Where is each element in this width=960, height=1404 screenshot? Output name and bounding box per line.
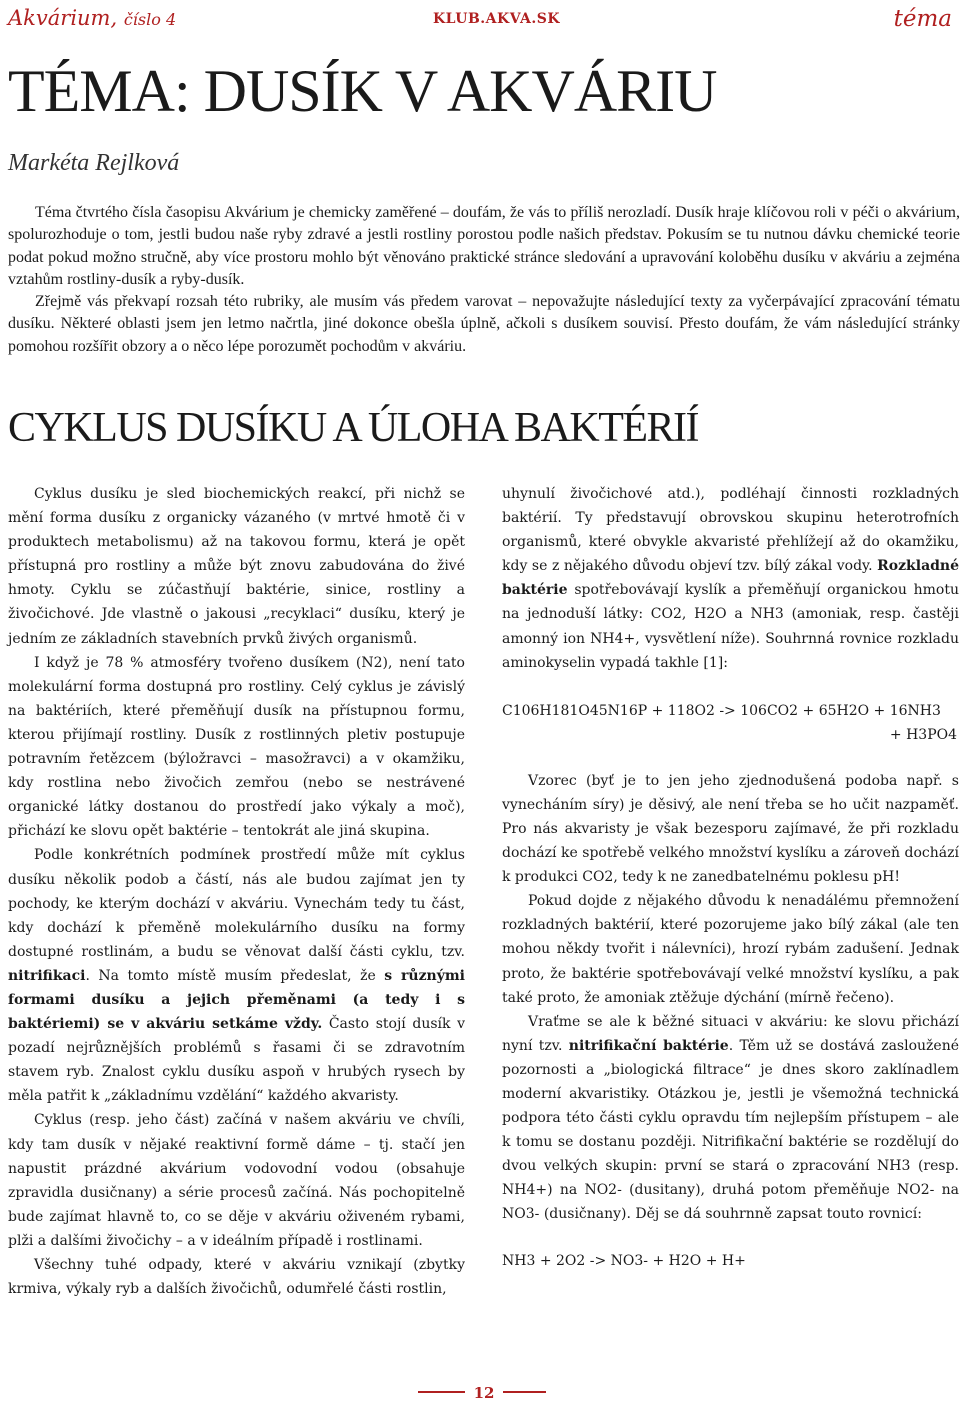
paragraph: Pokud dojde z nějakého důvodu k nenadálému přemnožení rozkladných baktérií, které pozorujeme jako bílý zákal (ale ten mohou někdy tvořit i nálevníci), hrozí rybám zadušení. Jednak proto, že baktérie spotřebovávají velké množství kyslíku, a pak také proto, že amoniak ztěžuje dýchání (mírně řečeno). [502,893,959,1006]
page-header [8,6,952,32]
section-label: téma [893,6,952,32]
issue-number: číslo 4 [123,10,177,29]
equation-line: C106H181O45N16P + 118O2 -> 106CO2 + 65H2O + 16NH3 [502,702,941,719]
site-name: KLUB.AKVA.SK [433,11,560,27]
text-span: . Těm už se dostává zasloužené pozornosti a „biologická filtrace“ je dnes skoro zaklínadlem moderní akvaristiky. Otázkou je, jestli je všemožná technická podpora této části cyklu opravdu tím nejlepším přístupem – ale k tomu se dostanu později. Nitrifikační baktérie se rozdělují do dvou velkých skupin: první se stará o zpracování NH3 (resp. NH4+) na NO2- (dusitany), druhá potom přeměňuje NO2- na NO3- (dusičnany). Děj se dá souhrnně zapsat touto rovnicí: [502,1037,959,1223]
paragraph: Vzorec (byť je to jen jeho zjednodušená podoba např. s vynecháním síry) je děsivý, ale není třeba se ho učit nazpaměť. Pro nás akvaristy je však bezesporu zajímavé, že při rozkladu dochází ke spotřebě velkého množství kyslíku a zároveň dochází k produkci CO2, tedy k ne zanedbatelnému poklesu pH! [502,772,959,886]
intro-paragraph: Zřejmě vás překvapí rozsah této rubriky, ale musím vás předem varovat – nepovažujte následující texty za vyčerpávající zpracování tématu dusíku. Některé oblasti jsem jen letmo načrtla, jiné dokonce obešla úplně, ačkoli s dusíkem souvisí. Přesto doufám, že vám následující stránky pomohou rozšířit obzory a o něco lépe porozumět pochodům v akváriu. [8,293,960,355]
bold-term: nitrifikaci [8,967,86,984]
paragraph: I když je 78 % atmosféry tvořeno dusíkem (N2), není tato molekulární forma dostupná pro rostliny. Celý cyklus je závislý na baktériích, které přeměňují dusík na přístupnou formu, kterou přijímají rostliny. Dusík z rostlinných pletiv postupuje potravním řetězcem (býložravci – masožravci) a v okamžiku, kdy rostlina nebo živočich zemřou (nebo se nestrávené organické látky dostanou do prostředí jako výkaly a moč), přichází ke slovu opět baktérie – tentokrát ale jiná skupina. [8,654,465,840]
section-heading: CYKLUS DUSÍKU A ÚLOHA BAKTÉRIÍ [8,405,699,451]
bold-term: Rozkladné baktérie [502,558,960,599]
intro-paragraph: Téma čtvrtého čísla časopisu Akvárium je chemicky zaměřené – doufám, že vás to příliš nerozladí. Dusík hraje klíčovou roli v péči o akvárium, spolurozhoduje o tom, jestli budou naše ryby zdravé a jestli rostliny porostou podle našich představ. Pokusím se tu nutnou dávku chemické teorie podat pokud možno stručně, aby více prostoru mohlo být věnováno praktické stránce sledování a upravování koloběhu dusíku v akváriu a zejména vztahům rostliny-dusík a ryby-dusík. [8,204,960,288]
text-span: Často stojí dusík v pozadí nejrůznějších problémů s řasami či se zdravotním stavem ryb. Znalost cyklu dusíku aspoň v hrubých rysech by měla patřit k „základnímu vzdělání“ každého akvaristy. [8,1016,465,1105]
bold-term: nitrifikační baktérie [568,1037,729,1054]
magazine-name: Akvárium, [8,6,118,30]
right-column [502,482,959,1273]
left-column [8,482,465,1301]
nitrification-equation: NH3 + 2O2 -> NO3- + H2O + H+ [502,1252,746,1269]
page-number: 12 [465,1384,503,1402]
article-title: TÉMA: DUSÍK V AKVÁRIU [8,58,717,124]
paragraph: Všechny tuhé odpady, které v akváriu vznikají (zbytky krmiva, výkaly ryb a dalších živočichů, odumřelé části rostlin, [8,1257,465,1298]
text-span: uhynulí živočichové atd.), podléhají činnosti rozkladných baktérií. Ty představují obrovskou skupinu heterotrofních organismů, které obvykle akvaristé přehlížejí až do okamžiku, kdy se z nějakého důvodu objeví tzv. bílý zákal vody. [502,486,959,575]
article-author: Markéta Rejlková [8,150,180,176]
bold-emphasis: s různými formami dusíku a jejich přeměnami (a tedy i s baktériemi) se v akváriu setkáme vždy. [8,967,465,1033]
text-span: Podle konkrétních podmínek prostředí může mít cyklus dusíku několik podob a částí, nás ale budou zajímat jen ty pochody, ke kterým dochází v akváriu. Vynechám tedy tu část, kdy dochází k přeměně molekulárního dusíku na formy dostupné rostlinám, a budu se věnovat další části cyklu, tzv. [8,847,465,960]
decomposition-equation [502,699,959,747]
text-span: spotřebovávají kyslík a přeměňují organickou hmotu na jednoduší látky: CO2, H2O a NH3 (amoniak, resp. častěji amonný ion NH4+, vysvětlení níže). Souhrnná rovnice rozkladu aminokyselin vypadá takhle [1]: [502,582,959,671]
equation-line: + H3PO4 [889,726,957,743]
article-intro [8,202,960,358]
paragraph: Cyklus dusíku je sled biochemických reakcí, při nichž se mění forma dusíku z organicky vázaného (v mrtvé hmotě či v produktech metabolismu) až na takovou formu, která je opět přístupná pro rostliny a může být znovu zabudována do živé hmoty. Cyklu se zúčastňují baktérie, sinice, rostliny a živočichové. Jde vlastně o jakousi „recyklaci“ dusíku, který je jedním ze základních stavebních prvků živých organismů. [8,486,465,647]
text-span: . Na tomto místě musím předeslat, že [85,967,376,984]
magazine-issue [8,6,176,30]
paragraph [502,482,959,675]
paragraph [8,843,465,1108]
text-span: Vraťme se ale k běžné situaci v akváriu: ke slovu přichází nyní tzv. [502,1013,959,1054]
paragraph [502,1010,959,1227]
paragraph: Cyklus (resp. jeho část) začíná v našem akváriu ve chvíli, kdy tam dusík v nějaké reaktivní formě dáme – tj. stačí jen napustit prázdné akvárium vodovodní vodou (obsahuje zpravidla dusičnany) a série procesů začíná. Nás pochopitelně bude zajímat hlavně to, co se děje v akváriu oživeném rybami, plži a dalšími živočichy – a v ideálním případě i rostlinami. [8,1112,465,1249]
